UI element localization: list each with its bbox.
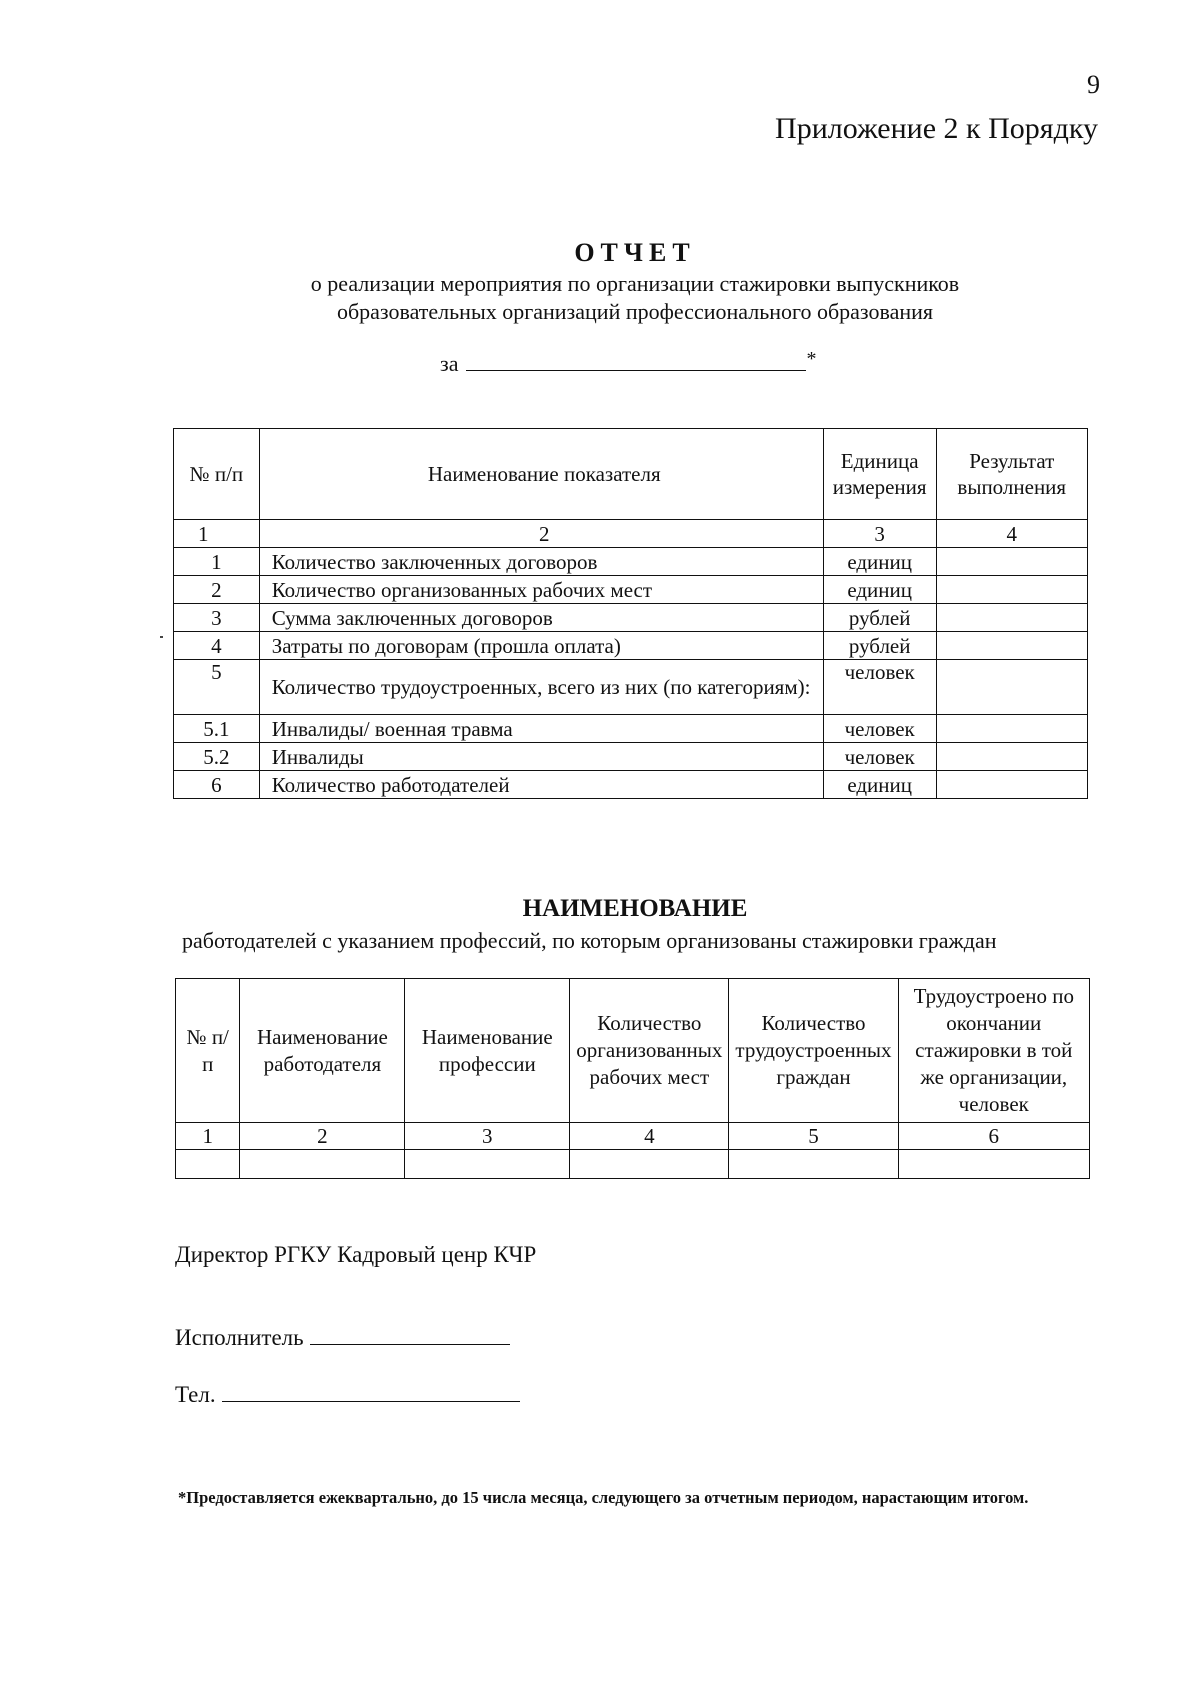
result-cell [936, 548, 1087, 576]
header-cell: Количество организованных рабочих мест [570, 979, 729, 1123]
row-number: 1 [174, 548, 260, 576]
result-cell [936, 743, 1087, 771]
row-number: 5.1 [174, 715, 260, 743]
result-cell [936, 632, 1087, 660]
column-number-row [176, 1123, 1090, 1150]
column-number: 4 [936, 520, 1087, 548]
unit-cell: рублей [823, 604, 936, 632]
column-number: 1 [174, 520, 260, 548]
unit-cell: человек [823, 743, 936, 771]
column-number-row [174, 520, 1088, 548]
period-blank-line [466, 352, 806, 371]
unit-cell: человек [823, 715, 936, 743]
section-title: НАИМЕНОВАНИЕ [522, 895, 748, 922]
unit-cell: рублей [823, 632, 936, 660]
period-footnote-mark: * [806, 348, 817, 370]
executor-field [175, 1325, 510, 1351]
column-number: 2 [240, 1123, 405, 1150]
appendix-label: Приложение 2 к Порядку [775, 112, 1098, 145]
column-number: 6 [898, 1123, 1089, 1150]
page-number: 9 [1087, 70, 1100, 99]
unit-cell: человек [823, 660, 936, 715]
indicator-name: Количество заключенных договоров [259, 548, 823, 576]
unit-cell: единиц [823, 548, 936, 576]
row-number: 5 [174, 660, 260, 715]
column-number: 5 [729, 1123, 898, 1150]
result-cell [936, 771, 1087, 799]
empty-cell [898, 1150, 1089, 1179]
section-subtitle: работодателей с указанием профессий, по которым организованы стажировки граждан [182, 928, 997, 953]
empty-cell [405, 1150, 570, 1179]
table-row [174, 632, 1088, 660]
empty-cell [176, 1150, 240, 1179]
header-cell: Результат выполнения [936, 429, 1087, 520]
executor-label: Исполнитель [175, 1325, 304, 1350]
executor-blank-line [310, 1328, 510, 1345]
indicator-name: Количество организованных рабочих мест [259, 576, 823, 604]
table-header-row [176, 979, 1090, 1123]
row-number: 2 [174, 576, 260, 604]
table-header-row [174, 429, 1088, 520]
unit-cell: единиц [823, 576, 936, 604]
table-row [174, 715, 1088, 743]
row-number: 4 [174, 632, 260, 660]
empty-cell [240, 1150, 405, 1179]
header-cell: № п/п [174, 429, 260, 520]
indicator-name: Затраты по договорам (прошла оплата) [259, 632, 823, 660]
column-number: 3 [405, 1123, 570, 1150]
report-title: ОТЧЕТ [574, 238, 696, 267]
indicator-name: Количество работодателей [259, 771, 823, 799]
phone-label: Тел. [175, 1382, 216, 1407]
subtitle-line: о реализации мероприятия по организации стажировки выпускников [310, 271, 960, 296]
column-number: 1 [176, 1123, 240, 1150]
indicator-name: Инвалиды [259, 743, 823, 771]
employers-table [175, 978, 1090, 1179]
header-cell: Единица измерения [823, 429, 936, 520]
subtitle-line: образовательных организаций профессионального образования [336, 299, 934, 324]
result-cell [936, 576, 1087, 604]
row-number: 6 [174, 771, 260, 799]
column-number: 3 [823, 520, 936, 548]
result-cell [936, 715, 1087, 743]
indicator-name: Количество трудоустроенных, всего из них (по категориям): [259, 660, 823, 715]
header-cell: Наименование профессии [405, 979, 570, 1123]
signer-title: Директор РГКУ Кадровый ценр КЧР [175, 1242, 537, 1267]
row-number: 5.2 [174, 743, 260, 771]
period-label: за [440, 351, 459, 376]
row-number: 3 [174, 604, 260, 632]
report-subtitle [0, 270, 1200, 326]
column-number: 2 [259, 520, 823, 548]
period-field [440, 348, 816, 377]
unit-cell: единиц [823, 771, 936, 799]
indicators-table [173, 428, 1088, 799]
table-row [174, 604, 1088, 632]
header-cell: Количество трудоустроенных граждан [729, 979, 898, 1123]
indicator-name: Инвалиды/ военная травма [259, 715, 823, 743]
empty-cell [729, 1150, 898, 1179]
header-cell: Наименование работодателя [240, 979, 405, 1123]
phone-field [175, 1382, 520, 1408]
table-row [174, 548, 1088, 576]
table-row [174, 576, 1088, 604]
scan-speck [160, 636, 163, 638]
table-row [174, 743, 1088, 771]
indicator-name: Сумма заключенных договоров [259, 604, 823, 632]
result-cell [936, 604, 1087, 632]
result-cell [936, 660, 1087, 715]
table-row [174, 660, 1088, 715]
column-number: 4 [570, 1123, 729, 1150]
phone-blank-line [222, 1385, 520, 1402]
header-cell: № п/п [176, 979, 240, 1123]
empty-cell [570, 1150, 729, 1179]
table-row [174, 771, 1088, 799]
footnote: *Предоставляется ежеквартально, до 15 числа месяца, следующего за отчетным периодом, нарастающим итогом. [178, 1488, 1029, 1507]
header-cell: Наименование показателя [259, 429, 823, 520]
header-cell: Трудоустроено по окончании стажировки в той же организации, человек [898, 979, 1089, 1123]
table-row [176, 1150, 1090, 1179]
